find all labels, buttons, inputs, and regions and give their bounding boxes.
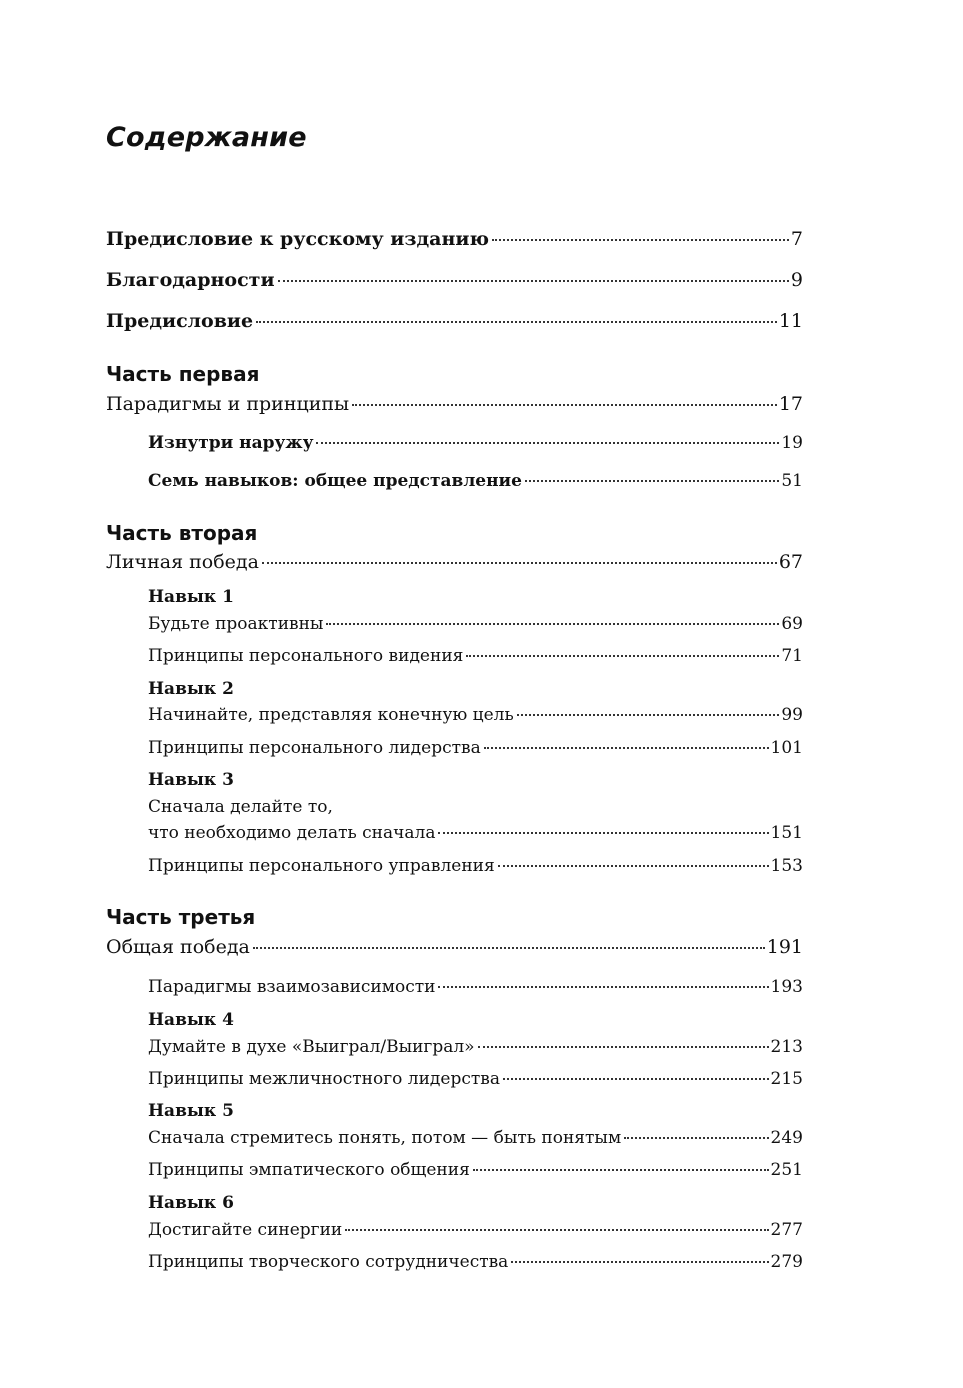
toc-section[interactable] <box>106 393 803 415</box>
toc-entry-page: 151 <box>770 823 803 843</box>
dot-leader <box>345 1229 768 1231</box>
toc-entry-label: Достигайте синергии <box>148 1220 343 1240</box>
toc-section[interactable] <box>106 936 803 958</box>
toc-entry-label: Предисловие <box>106 310 254 332</box>
toc-entry-page: 11 <box>778 310 803 332</box>
dot-leader <box>492 239 789 241</box>
toc-entry-label: Принципы персонального управления <box>148 856 495 876</box>
toc-entry-label: Парадигмы взаимозависимости <box>148 977 436 997</box>
toc-entry-page: 7 <box>790 228 803 250</box>
toc-entry-label: Сначала стремитесь понять, потом — быть понятым <box>148 1128 622 1148</box>
dot-leader <box>256 321 777 323</box>
dot-leader <box>438 986 768 988</box>
toc-entry[interactable] <box>148 1128 803 1148</box>
toc-entry-label: Думайте в духе «Выиграл/Выиграл» <box>148 1037 475 1057</box>
toc-entry-page: 51 <box>781 471 803 491</box>
dot-leader <box>624 1137 768 1139</box>
toc-entry[interactable] <box>148 977 803 997</box>
habit-label: Навык 2 <box>148 679 234 699</box>
toc-entry-label: Благодарности <box>106 269 275 291</box>
dot-leader <box>511 1261 768 1263</box>
dot-leader <box>484 747 769 749</box>
toc-entry-label: Предисловие к русскому изданию <box>106 228 489 250</box>
toc-entry-label: Изнутри наружу <box>148 433 314 453</box>
toc-entry-page: 101 <box>770 738 803 758</box>
toc-entry-page: 19 <box>781 433 803 453</box>
toc-entry-page: 277 <box>770 1220 803 1240</box>
dot-leader <box>326 623 779 625</box>
dot-leader <box>498 865 769 867</box>
dot-leader <box>253 947 765 949</box>
toc-entry-page: 215 <box>770 1069 803 1089</box>
toc-entry-label: Принципы творческого сотрудничества <box>148 1252 509 1272</box>
toc-entry[interactable] <box>148 1220 803 1240</box>
toc-entry-label: Принципы эмпатического общения <box>148 1160 470 1180</box>
toc-entry-label: Общая победа <box>106 936 250 958</box>
dot-leader <box>466 655 779 657</box>
toc-entry[interactable] <box>106 228 803 250</box>
habit-label: Навык 3 <box>148 770 234 790</box>
toc-entry-page: 213 <box>770 1037 803 1057</box>
toc-entry-label: что необходимо делать сначала <box>148 823 436 843</box>
dot-leader <box>262 562 777 564</box>
toc-entry[interactable] <box>148 823 803 843</box>
dot-leader <box>473 1169 769 1171</box>
toc-entry-page: 153 <box>770 856 803 876</box>
toc-entry-page: 69 <box>781 614 803 634</box>
toc-entry[interactable] <box>148 1252 803 1272</box>
toc-entry[interactable] <box>106 310 803 332</box>
toc-entry-label: Семь навыков: общее представление <box>148 471 522 491</box>
dot-leader <box>525 480 779 482</box>
toc-entry[interactable] <box>148 705 803 725</box>
toc-entry[interactable] <box>148 471 803 491</box>
toc-entry-page: 67 <box>778 551 803 573</box>
dot-leader <box>278 280 789 282</box>
toc-entry-page: 191 <box>766 936 803 958</box>
toc-entry[interactable] <box>106 269 803 291</box>
toc-entry-page: 279 <box>770 1252 803 1272</box>
toc-entry-label: Парадигмы и принципы <box>106 393 350 415</box>
part-heading: Часть первая <box>106 362 260 386</box>
toc-entry-page: 17 <box>778 393 803 415</box>
toc-entry-page: 9 <box>790 269 803 291</box>
toc-entry[interactable] <box>148 738 803 758</box>
part-heading: Часть вторая <box>106 521 258 545</box>
toc-entry[interactable] <box>148 1069 803 1089</box>
toc-entry-page: 249 <box>770 1128 803 1148</box>
toc-entry-label: Принципы межличностного лидерства <box>148 1069 500 1089</box>
toc-entry[interactable] <box>148 433 803 453</box>
toc-entry[interactable] <box>148 614 803 634</box>
dot-leader <box>503 1078 769 1080</box>
part-heading: Часть третья <box>106 905 256 929</box>
toc-section[interactable] <box>106 551 803 573</box>
habit-label: Навык 6 <box>148 1193 234 1213</box>
toc-entry-label: Личная победа <box>106 551 259 573</box>
toc-entry[interactable] <box>148 646 803 666</box>
habit-label: Навык 5 <box>148 1101 234 1121</box>
toc-entry-label: Принципы персонального лидерства <box>148 738 481 758</box>
toc-entry-label: Будьте проактивны <box>148 614 324 634</box>
dot-leader <box>352 404 777 406</box>
habit-label: Навык 1 <box>148 587 234 607</box>
toc-entry-line[interactable]: Сначала делайте то, <box>148 797 333 817</box>
page-title: Содержание <box>106 122 307 153</box>
toc-entry[interactable] <box>148 1160 803 1180</box>
dot-leader <box>517 714 780 716</box>
dot-leader <box>438 832 768 834</box>
toc-entry-label: Начинайте, представляя конечную цель <box>148 705 514 725</box>
toc-entry-label: Принципы персонального видения <box>148 646 464 666</box>
dot-leader <box>478 1046 769 1048</box>
toc-entry-page: 251 <box>770 1160 803 1180</box>
toc-entry[interactable] <box>148 856 803 876</box>
toc-entry[interactable] <box>148 1037 803 1057</box>
toc-entry-page: 99 <box>781 705 803 725</box>
dot-leader <box>316 442 779 444</box>
habit-label: Навык 4 <box>148 1010 234 1030</box>
toc-entry-page: 193 <box>770 977 803 997</box>
toc-entry-page: 71 <box>781 646 803 666</box>
